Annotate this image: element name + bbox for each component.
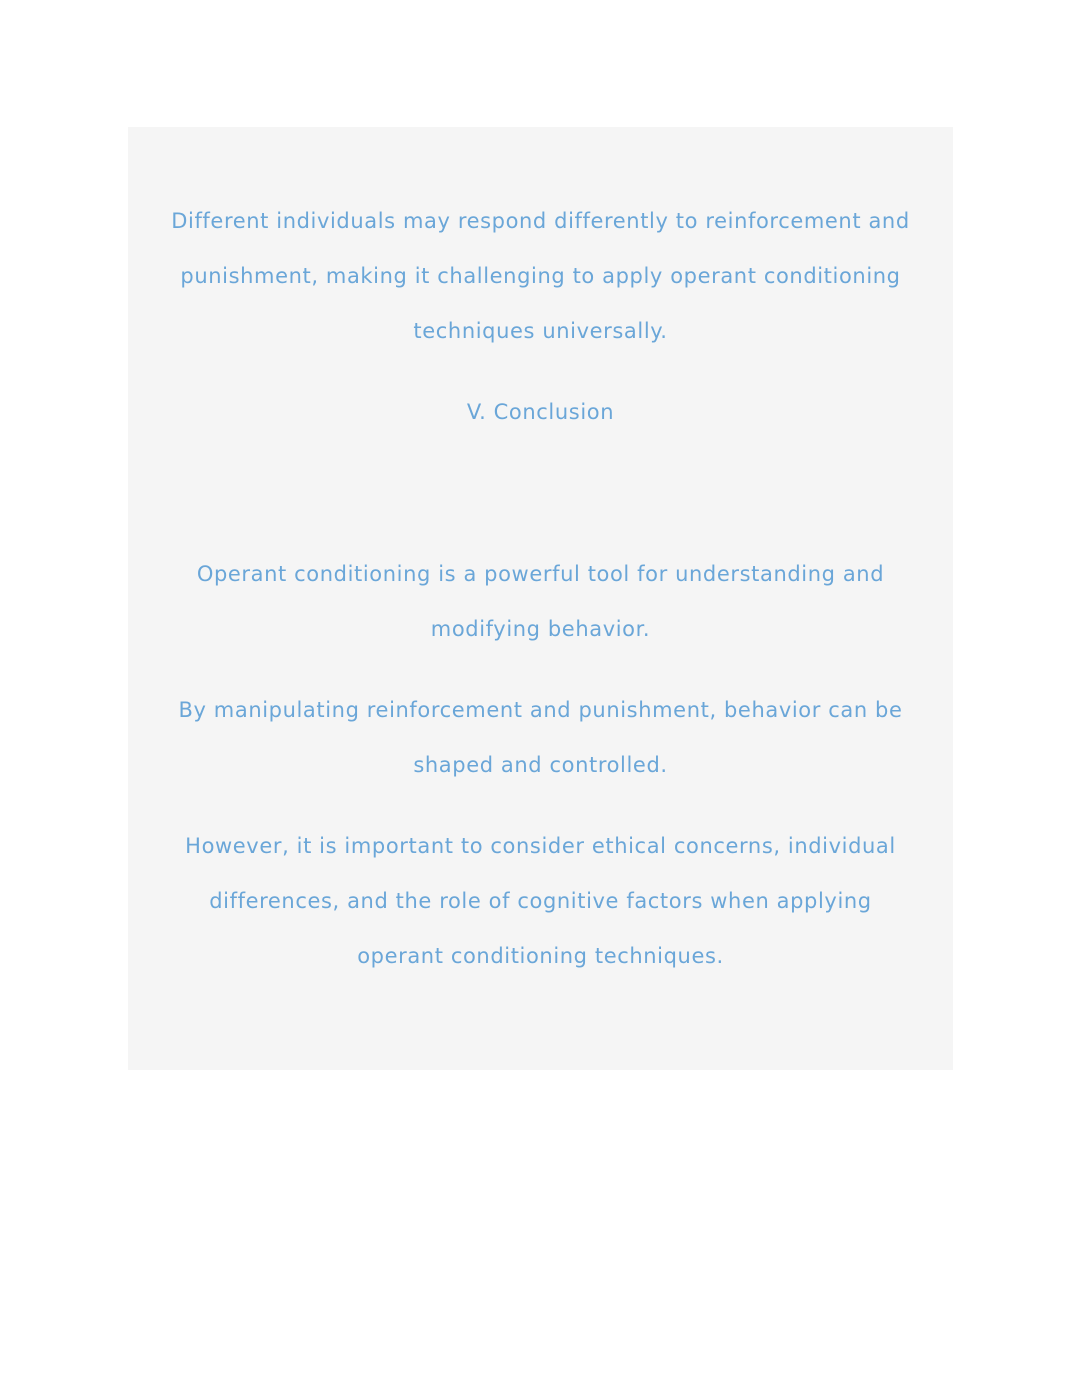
paragraph-line: operant conditioning techniques.	[357, 944, 724, 968]
paragraph-line: punishment, making it challenging to apply operant conditioning	[180, 264, 901, 288]
paragraph-line: Different individuals may respond differently to reinforcement and	[171, 209, 910, 233]
paragraph-line: By manipulating reinforcement and punishment, behavior can be	[178, 698, 903, 722]
paragraph-line: Operant conditioning is a powerful tool for understanding and	[196, 562, 885, 586]
paragraph-line: shaped and controlled.	[413, 753, 668, 777]
section-heading: V. Conclusion	[466, 400, 615, 424]
paragraph-line: However, it is important to consider ethical concerns, individual	[185, 834, 896, 858]
paragraph-line: modifying behavior.	[430, 617, 651, 641]
paragraph-line: techniques universally.	[413, 319, 668, 343]
document-card	[128, 127, 953, 1070]
paragraph-line: differences, and the role of cognitive factors when applying	[209, 889, 872, 913]
